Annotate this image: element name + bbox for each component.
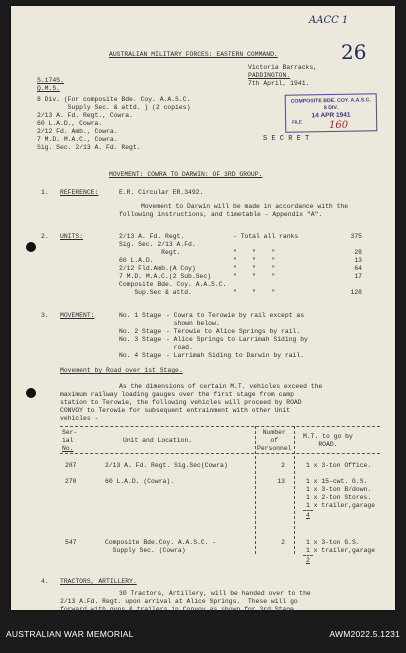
stage-description: shown below. [166,320,220,327]
table-col-divider-2 [294,426,295,554]
section-2-heading: UNITS: [60,233,84,240]
place-line1: Victoria Barracks, [248,64,318,71]
unit-name: Regt. [119,249,181,256]
col-personnel-header: Number of Personnel [257,429,292,452]
table-row-unit-cont: Supply Sec. (Cowra) [105,547,186,554]
stage-name: No. 1 Stage [119,312,162,319]
addressee-line: 8 Div. (For composite Bde. Coy. A.A.S.C. [37,96,191,103]
section-1-reference: E.R. Circular ER.3492. [119,189,204,196]
file-ref-2: Q.M.S. [37,85,61,92]
unit-note: " " " [233,289,276,296]
unit-note: " " " [233,257,276,264]
road-para-5: vehicles - [60,415,99,422]
table-row-mt-item: 1 x 3-ton B/down. [306,486,372,493]
road-heading: Movement by Road over 1st Stage. [60,367,183,374]
addressee-line: 2/12 Fd. Amb., Cowra. [37,128,118,135]
file-ref-1: S.174S. [37,77,64,84]
table-row-mt-item: 1 x 3-ton Office. [306,462,372,469]
addressee-line: 2/13 A. Fd. Regt., Cowra. [37,112,133,119]
table-row-unit: 60 L.A.D. (Cowra). [105,478,175,485]
table-row-mt-total: 2 [306,557,310,564]
table-row-total-rule [303,510,313,511]
org-heading: AUSTRALIAN MILITARY FORCES: EASTERN COMMAND. [109,51,278,58]
unit-name: Sig. Sec. 2/13 A.Fd. [119,241,196,248]
subject-heading: MOVEMENT: COWRA TO DARWIN: OF 3RD GROUP. [109,171,263,178]
table-row-unit: 2/13 A. Fd. Regt. Sig.Sec(Cowra) [105,462,228,469]
road-para-4: CONVOY to Terowie for subsequent entrainment with other Unit [60,407,291,414]
unit-strength: 28 [354,249,362,256]
section-4-para-3: forward with guns & trailers in Convoy as shown for 3rd Stage. [60,606,298,613]
table-row-personnel: 2 [281,539,285,546]
stamp-line4: FILE [292,119,302,125]
section-2-number: 2. [41,233,49,240]
section-4-para-1: 30 Tractors, Artillery, will be handed over to the [119,590,311,597]
col-unit-header: Unit and Location. [123,437,193,444]
archive-footer [0,614,406,653]
unit-note: " " " [233,273,276,280]
unit-strength: 13 [354,257,362,264]
unit-name: 2/12 Fld.Amb.(A Coy) [119,265,196,272]
table-row-mt-item: 1 x 3-ton G.S. [306,539,360,546]
section-1-number: 1. [41,189,49,196]
section-1-heading: REFERENCE: [60,189,99,196]
unit-name: Composite Bde. Coy. A.A.S.C. [119,281,227,288]
table-rule-header [60,453,380,454]
footer-institution: AUSTRALIAN WAR MEMORIAL [6,629,134,639]
road-para-3: station to Terowie, the following vehicles will proceed by ROAD [60,399,302,406]
stamp-line3: 14 APR 1941 [311,111,351,120]
col-serial-header: Ser- ial No. [62,429,78,452]
footer-item-id: AWM2022.5.1231 [329,629,400,639]
unit-note: " " " [233,265,276,272]
unit-name: 60 L.A.D. [119,257,154,264]
handwritten-page-number: 26 [341,40,367,64]
addressee-line: 60 L.A.D., Cowra. [37,120,103,127]
stage-name: No. 3 Stage [119,336,162,343]
punch-hole-bottom [26,388,36,398]
table-row-mt-item: 1 x 15-cwt. G.S. [306,478,368,485]
stamp-line1: COMPOSITE BDE. COY. A.A.S.C. [290,97,371,105]
stage-name: No. 2 Stage [119,328,162,335]
section-1-body-1: Movement to Darwin will be made in accordance with the [141,203,349,210]
stage-description: - Larrimah Siding to Darwin by rail. [166,352,305,359]
unit-strength: 64 [354,265,362,272]
table-row-serial: 287 [65,462,77,469]
stamp-handwritten-note: 160 [329,120,349,131]
stage-description: - Cowra to Terowie by rail except as [166,312,305,319]
unit-name: Sup.Sec & attd. [119,289,192,296]
secret-label: S E C R E T [263,135,310,143]
table-row-personnel: 13 [277,478,285,485]
addressee-line: Supply Sec. & attd. ) (2 copies) [37,104,191,111]
stage-description: road. [166,344,193,351]
stamp-line2: 8 DIV. [323,104,338,112]
table-row-serial: 270 [65,478,77,485]
section-4-para-2: 2/13 A.Fd. Regt. upon arrival at Alice Springs. These will go [60,598,298,605]
unit-name: 2/13 A. Fd. Regt. [119,233,185,240]
section-4-heading: TRACTORS, ARTILLERY. [60,578,137,585]
place-line2: PADDINGTON. [248,72,291,79]
unit-strength: 375 [350,233,362,240]
table-row-mt-item: 1 x trailer,garage [306,502,376,509]
unit-strength: 17 [354,273,362,280]
document-date: 7th April, 1941. [248,80,310,87]
unit-strength: 128 [350,289,362,296]
table-row-mt-item: 1 x 2-ton Stores. [306,494,372,501]
unit-note: " " " [233,249,276,256]
road-para-2: maximum railway loading gauges over the first stage from camp [60,391,294,398]
table-row-unit: Composite Bde.Coy. A.A.S.C. - [105,539,217,546]
table-row-mt-item: 1 x trailer,garage [306,547,376,554]
unit-name: 7 M.D. M.A.C.(2 Sub.Sec) [119,273,212,280]
addressee-line: Sig. Sec. 2/13 A. Fd. Regt. [37,144,141,151]
table-row-serial: 547 [65,539,77,546]
road-para-1: As the dimensions of certain M.T. vehicles exceed the [119,383,323,390]
section-1-body-2: following instructions, and timetable - Appendix "A". [119,211,323,218]
stage-description: - Alice Springs to Larrimah Siding by [166,336,308,343]
section-4-number: 4. [41,578,49,585]
table-rule-top [60,426,380,427]
document-sheet [11,6,395,613]
table-row-total-rule [303,555,313,556]
table-col-divider-1 [255,426,256,554]
unit-note: - Total all ranks [233,233,299,240]
col-mt-header: M.T. to go by ROAD. [303,433,353,448]
stage-name: No. 4 Stage [119,352,162,359]
handwritten-ref: AACC 1 [309,15,349,26]
section-3-heading: MOVEMENT: [60,312,95,319]
section-3-number: 3. [41,312,49,319]
addressee-line: 7 M.D. M.A.C., Cowra. [37,136,118,143]
table-row-mt-total: 4 [306,512,310,519]
punch-hole-top [26,242,36,252]
table-row-personnel: 2 [281,462,285,469]
stage-description: - Terowie to Alice Springs by rail. [166,328,301,335]
